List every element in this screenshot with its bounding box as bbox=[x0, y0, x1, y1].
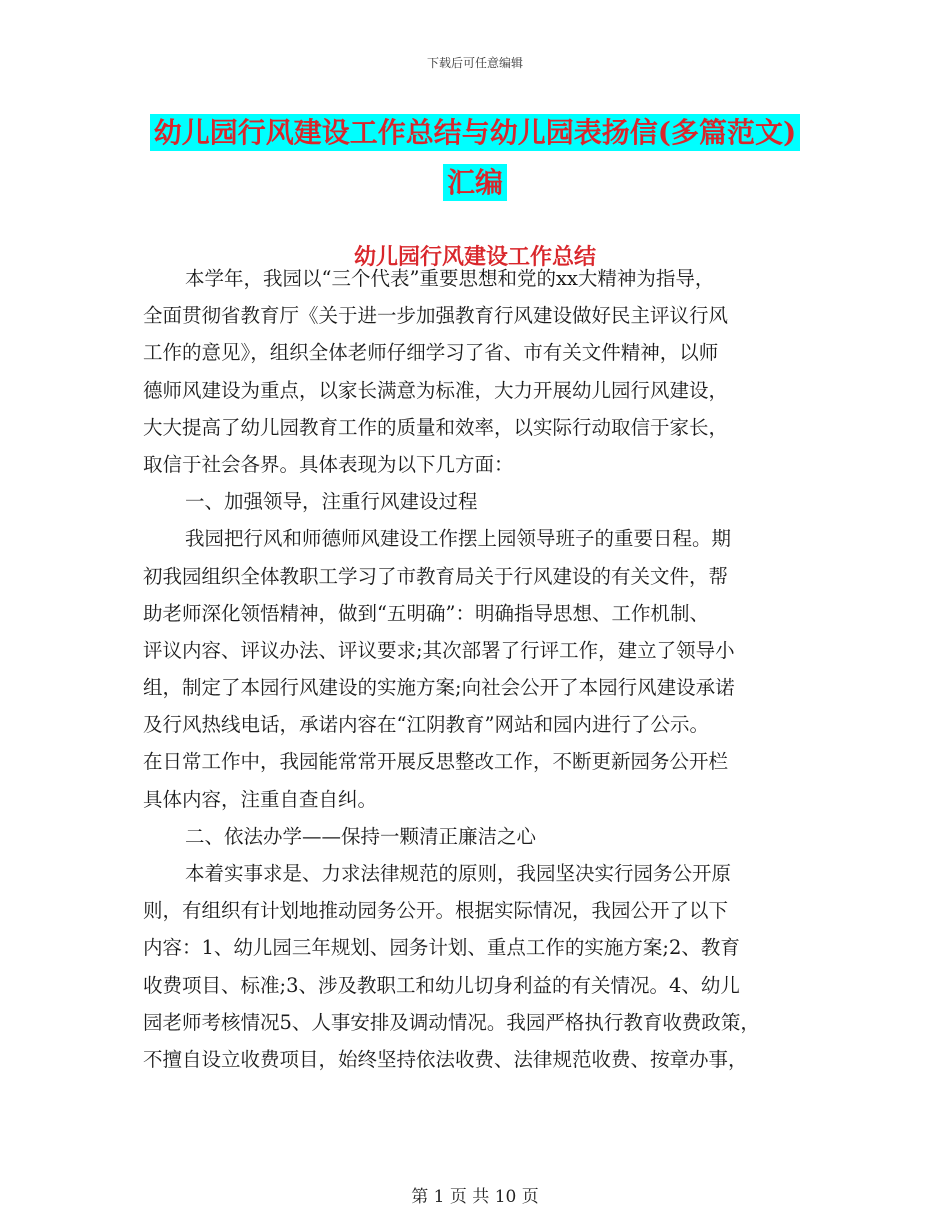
title-line-1: 幼儿园行风建设工作总结与幼儿园表扬信(多篇范文) bbox=[150, 114, 801, 151]
paragraph-line: 内容：1、幼儿园三年规划、园务计划、重点工作的实施方案;2、教育 bbox=[143, 936, 740, 960]
paragraph-line: 则，有组织有计划地推动园务公开。根据实际情况，我园公开了以下 bbox=[143, 899, 729, 923]
paragraph-line: 具体内容，注重自查自纠。 bbox=[143, 787, 378, 811]
paragraph-line: 大大提高了幼儿园教育工作的质量和效率，以实际行动取信于家长， bbox=[143, 415, 729, 439]
section-title: 幼儿园行风建设工作总结 bbox=[353, 244, 596, 270]
header-note: 下载后可任意编辑 bbox=[426, 56, 523, 70]
paragraph-line: 组，制定了本园行风建设的实施方案;向社会公开了本园行风建设承诺 bbox=[143, 676, 735, 700]
title-line-2: 汇编 bbox=[443, 164, 507, 201]
paragraph-line: 收费项目、标准;3、涉及教职工和幼儿切身利益的有关情况。4、幼儿 bbox=[143, 973, 740, 997]
paragraph-line: 工作的意见》，组织全体老师仔细学习了省、市有关文件精神，以师 bbox=[143, 341, 719, 365]
paragraph-line: 取信于社会各界。具体表现为以下几方面： bbox=[143, 452, 514, 476]
paragraph-line: 在日常工作中，我园能常常开展反思整改工作，不断更新园务公开栏 bbox=[143, 750, 729, 774]
paragraph-line: 全面贯彻省教育厅《关于进一步加强教育行风建设做好民主评议行风 bbox=[143, 304, 729, 328]
paragraph-line: 及行风热线电话，承诺内容在“江阴教育”网站和园内进行了公示。 bbox=[143, 713, 709, 737]
subheading-line: 一、加强领导，注重行风建设过程 bbox=[185, 490, 478, 514]
subheading-line: 二、依法办学——保持一颗清正廉洁之心 bbox=[185, 824, 537, 848]
paragraph-line: 园老师考核情况5、人事安排及调动情况。我园严格执行教育收费政策， bbox=[143, 1010, 760, 1034]
paragraph-line: 我园把行风和师德师风建设工作摆上园领导班子的重要日程。期 bbox=[185, 527, 732, 551]
document-title bbox=[0, 108, 950, 208]
page-footer: 第 1 页 共 10 页 bbox=[411, 1187, 539, 1207]
paragraph-line: 德师风建设为重点，以家长满意为标准，大力开展幼儿园行风建设， bbox=[143, 378, 729, 402]
paragraph-line: 本学年，我园以“三个代表”重要思想和党的xx大精神为指导， bbox=[185, 267, 715, 290]
paragraph-line: 本着实事求是、力求法律规范的原则，我园坚决实行园务公开原 bbox=[185, 862, 732, 885]
paragraph-line: 不擅自设立收费项目，始终坚持依法收费、法律规范收费、按章办事， bbox=[143, 1047, 748, 1071]
paragraph-line: 初我园组织全体教职工学习了市教育局关于行风建设的有关文件，帮 bbox=[143, 564, 729, 588]
paragraph-line: 助老师深化领悟精神，做到“五明确”：明确指导思想、工作机制、 bbox=[143, 601, 709, 625]
paragraph-line: 评议内容、评议办法、评议要求;其次部署了行评工作，建立了领导小 bbox=[143, 638, 735, 662]
body-text bbox=[143, 260, 813, 1078]
